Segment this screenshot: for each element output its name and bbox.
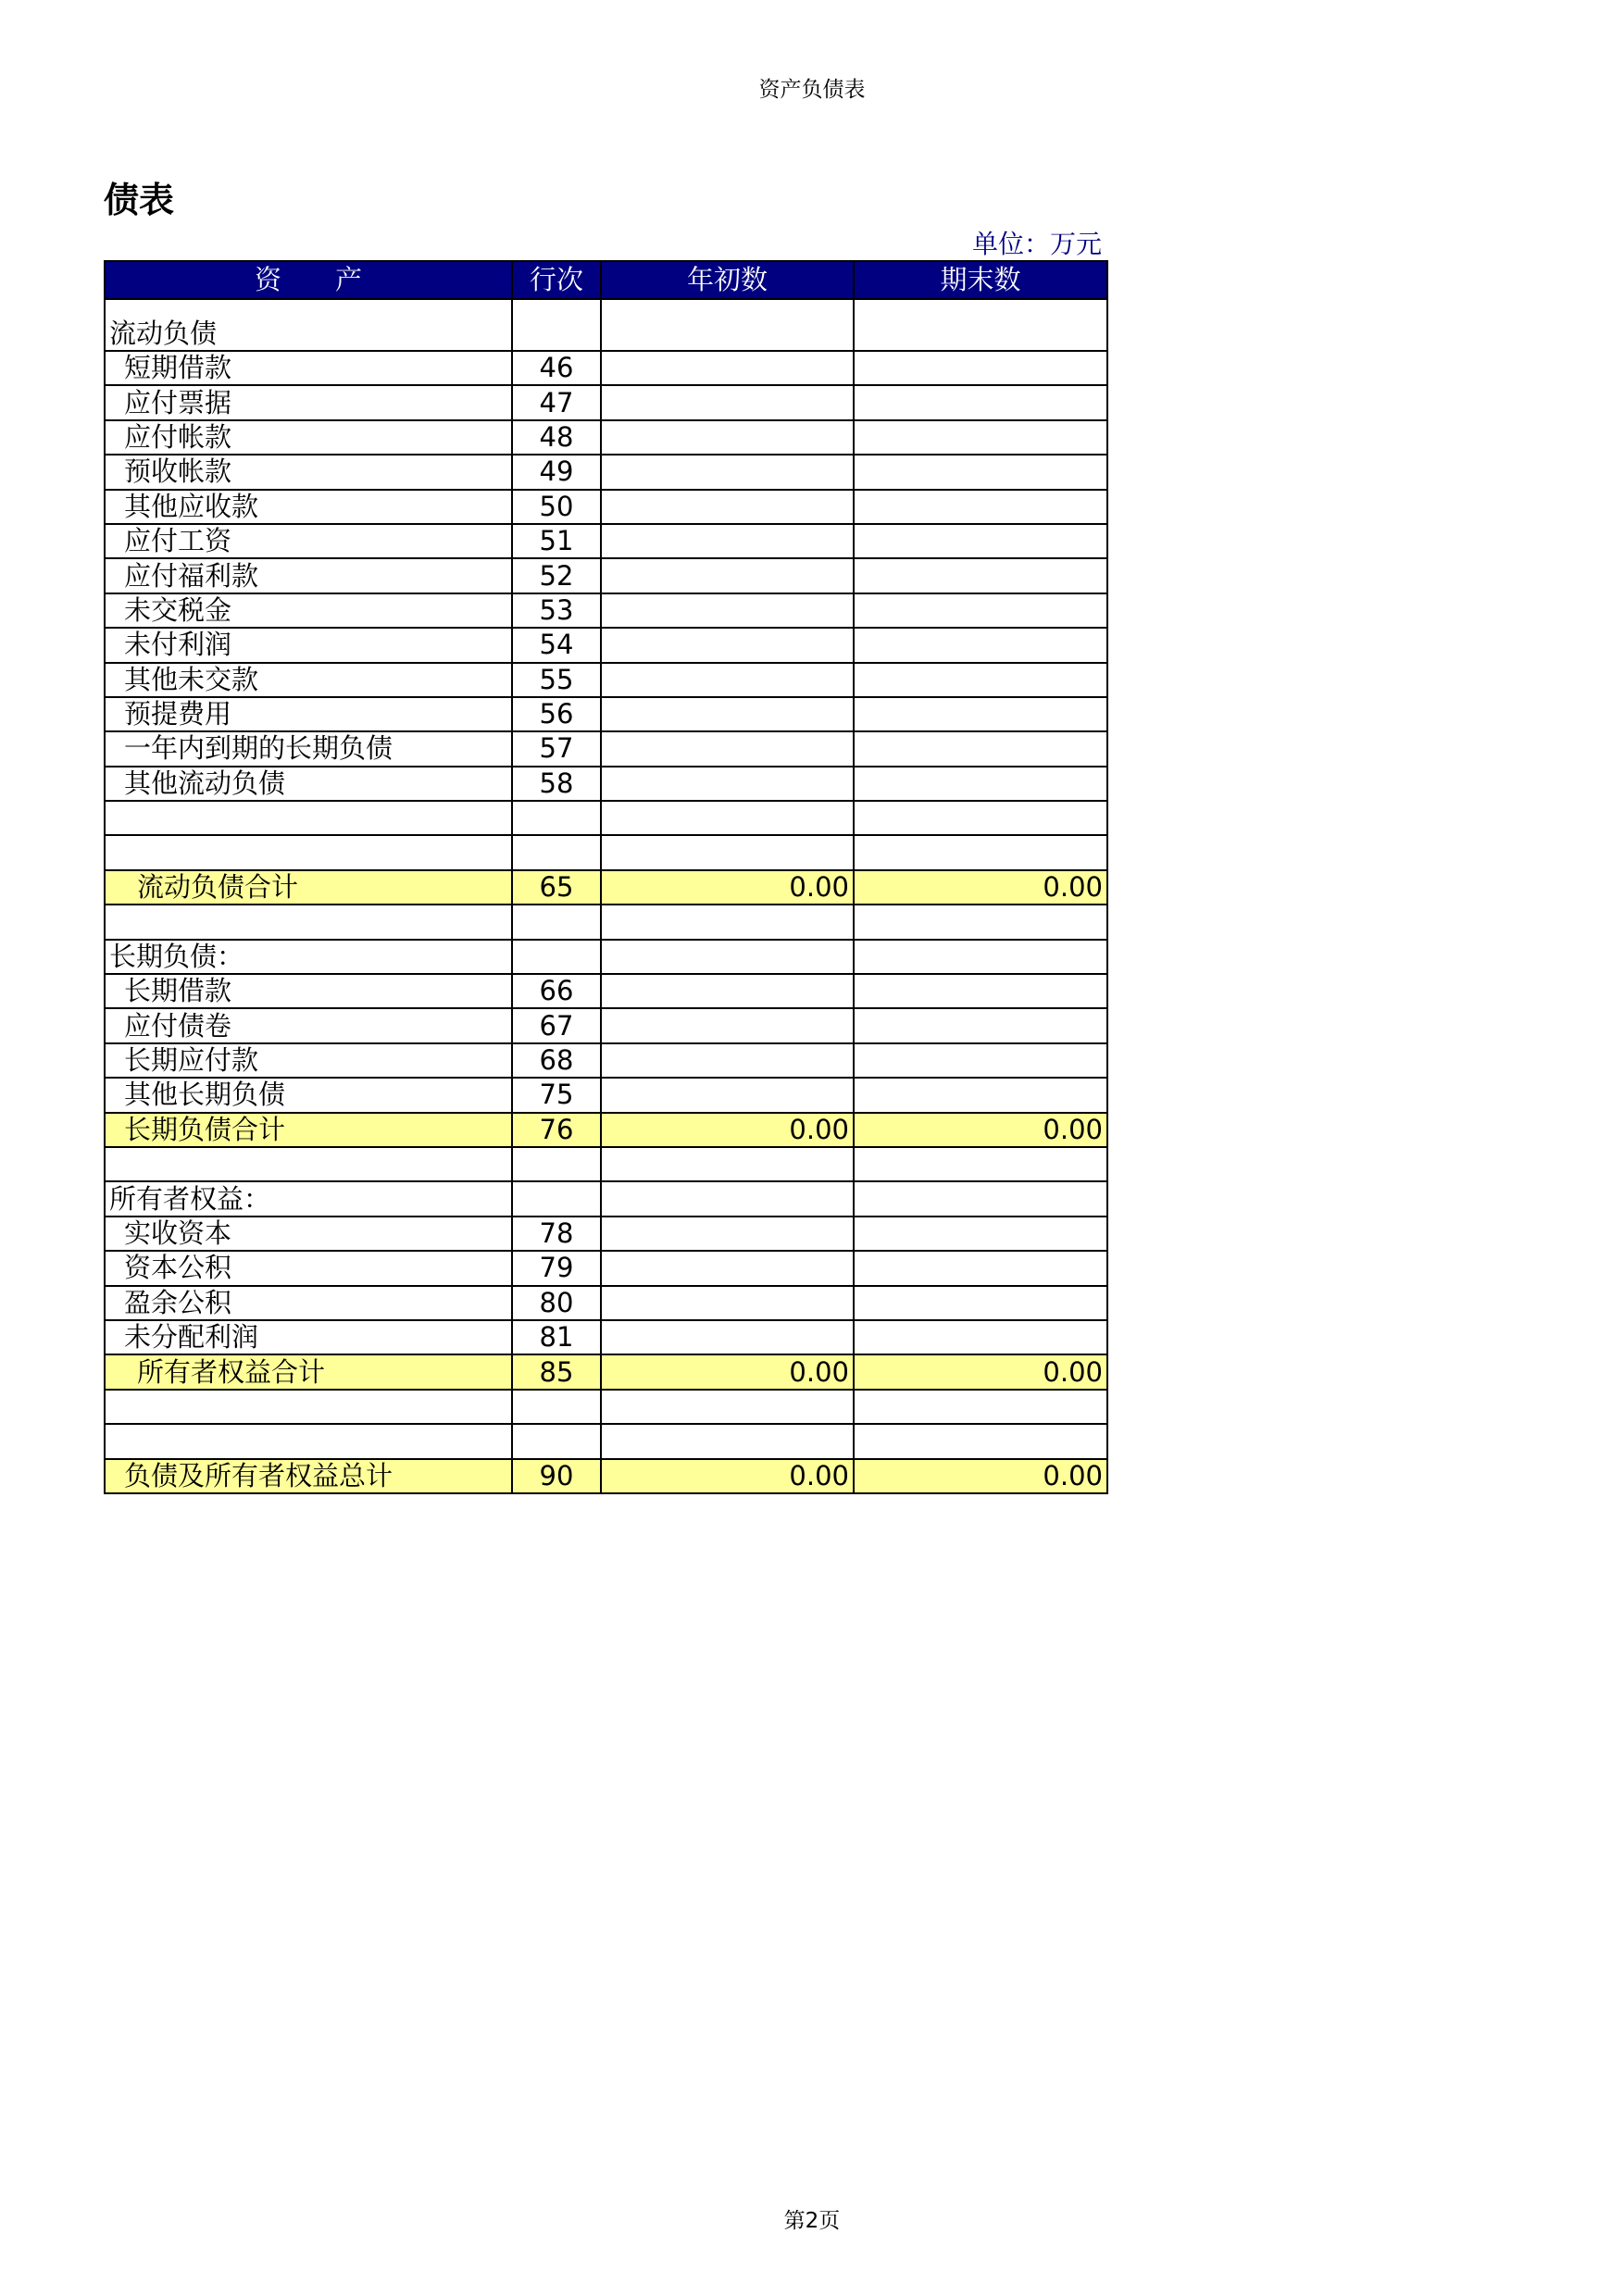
row-ending-balance[interactable] (854, 385, 1107, 419)
table-row (105, 1078, 1107, 1112)
row-number[interactable]: 80 (512, 1286, 601, 1320)
row-ending-balance[interactable]: 0.00 (854, 1459, 1107, 1493)
table-row (105, 835, 1107, 869)
row-beginning-balance[interactable] (601, 1217, 854, 1251)
row-number[interactable]: 50 (512, 490, 601, 524)
row-item-name[interactable]: 应付福利款 (105, 558, 512, 593)
row-ending-balance[interactable] (854, 490, 1107, 524)
row-number[interactable]: 67 (512, 1008, 601, 1042)
table-row (105, 697, 1107, 731)
row-ending-balance[interactable] (854, 593, 1107, 628)
row-beginning-balance[interactable] (601, 593, 854, 628)
row-ending-balance[interactable] (854, 940, 1107, 974)
column-header-beginning-balance: 年初数 (601, 261, 854, 299)
row-beginning-balance[interactable] (601, 1078, 854, 1112)
row-number[interactable]: 57 (512, 731, 601, 766)
row-item-name[interactable]: 应付票据 (105, 385, 512, 419)
row-item-name[interactable]: 盈余公积 (105, 1286, 512, 1320)
row-ending-balance[interactable]: 0.00 (854, 1113, 1107, 1147)
row-number[interactable]: 47 (512, 385, 601, 419)
row-ending-balance[interactable] (854, 455, 1107, 489)
table-row (105, 1390, 1107, 1424)
table-row (105, 558, 1107, 593)
row-beginning-balance[interactable] (601, 663, 854, 697)
row-beginning-balance[interactable] (601, 1390, 854, 1424)
row-item-name[interactable]: 长期负债： (105, 940, 512, 974)
row-beginning-balance[interactable] (601, 1251, 854, 1285)
page-footer: 第2页 (783, 2209, 841, 2233)
row-ending-balance[interactable] (854, 420, 1107, 455)
column-header-item: 资 产 (105, 261, 512, 299)
row-ending-balance[interactable] (854, 1147, 1107, 1181)
row-number[interactable]: 81 (512, 1320, 601, 1354)
row-item-name[interactable] (105, 905, 512, 939)
row-item-name[interactable] (105, 835, 512, 869)
row-number[interactable]: 68 (512, 1043, 601, 1078)
row-beginning-balance[interactable] (601, 628, 854, 662)
table-row (105, 593, 1107, 628)
row-number[interactable]: 56 (512, 697, 601, 731)
table-row (105, 628, 1107, 662)
row-number[interactable] (512, 1424, 601, 1458)
row-ending-balance[interactable] (854, 731, 1107, 766)
table-row (105, 351, 1107, 385)
row-number[interactable]: 79 (512, 1251, 601, 1285)
row-beginning-balance[interactable] (601, 299, 854, 351)
row-ending-balance[interactable] (854, 1043, 1107, 1078)
row-number[interactable] (512, 940, 601, 974)
row-item-name[interactable]: 长期应付款 (105, 1043, 512, 1078)
table-row (105, 1008, 1107, 1042)
row-item-name[interactable] (105, 1424, 512, 1458)
table-row (105, 940, 1107, 974)
table-row (105, 1251, 1107, 1285)
table-row (105, 1147, 1107, 1181)
unit-label: 单位：万元 (971, 229, 1102, 259)
row-ending-balance[interactable] (854, 767, 1107, 801)
column-header-ending-balance: 期末数 (854, 261, 1107, 299)
row-item-name[interactable]: 其他流动负债 (105, 767, 512, 801)
table-row (105, 1424, 1107, 1458)
row-item-name[interactable] (105, 801, 512, 835)
balance-sheet-table (104, 260, 1108, 1494)
row-beginning-balance[interactable] (601, 731, 854, 766)
row-beginning-balance[interactable] (601, 974, 854, 1008)
table-row (105, 1181, 1107, 1216)
row-ending-balance[interactable] (854, 1390, 1107, 1424)
row-item-name[interactable]: 未分配利润 (105, 1320, 512, 1354)
row-number[interactable] (512, 905, 601, 939)
row-item-name[interactable]: 流动负债 (105, 299, 512, 351)
row-beginning-balance[interactable] (601, 1320, 854, 1354)
table-row (105, 801, 1107, 835)
page-header: 资产负债表 (758, 78, 866, 102)
row-beginning-balance[interactable] (601, 940, 854, 974)
row-item-name[interactable]: 应付债卷 (105, 1008, 512, 1042)
row-item-name[interactable]: 其他应收款 (105, 490, 512, 524)
table-row (105, 905, 1107, 939)
row-number[interactable]: 58 (512, 767, 601, 801)
row-beginning-balance[interactable]: 0.00 (601, 1113, 854, 1147)
row-beginning-balance[interactable] (601, 1181, 854, 1216)
table-row (105, 385, 1107, 419)
row-ending-balance[interactable]: 0.00 (854, 870, 1107, 905)
row-beginning-balance[interactable] (601, 1286, 854, 1320)
row-number[interactable] (512, 1147, 601, 1181)
row-item-name[interactable]: 一年内到期的长期负债 (105, 731, 512, 766)
row-beginning-balance[interactable]: 0.00 (601, 870, 854, 905)
row-item-name[interactable]: 所有者权益合计 (105, 1354, 512, 1389)
row-ending-balance[interactable] (854, 835, 1107, 869)
row-beginning-balance[interactable]: 0.00 (601, 1459, 854, 1493)
row-number[interactable]: 75 (512, 1078, 601, 1112)
row-beginning-balance[interactable] (601, 490, 854, 524)
row-ending-balance[interactable] (854, 1217, 1107, 1251)
row-ending-balance[interactable] (854, 628, 1107, 662)
table-row (105, 420, 1107, 455)
row-beginning-balance[interactable] (601, 835, 854, 869)
row-item-name[interactable]: 预提费用 (105, 697, 512, 731)
row-item-name[interactable]: 应付工资 (105, 524, 512, 558)
row-ending-balance[interactable] (854, 697, 1107, 731)
row-beginning-balance[interactable] (601, 558, 854, 593)
table-row (105, 1354, 1107, 1389)
row-item-name[interactable]: 长期借款 (105, 974, 512, 1008)
row-number[interactable]: 78 (512, 1217, 601, 1251)
row-ending-balance[interactable] (854, 905, 1107, 939)
table-row (105, 1320, 1107, 1354)
row-beginning-balance[interactable] (601, 767, 854, 801)
table-body (105, 299, 1107, 1493)
row-ending-balance[interactable] (854, 1320, 1107, 1354)
row-number[interactable]: 46 (512, 351, 601, 385)
row-ending-balance[interactable] (854, 1078, 1107, 1112)
row-item-name[interactable] (105, 1147, 512, 1181)
row-item-name[interactable]: 实收资本 (105, 1217, 512, 1251)
row-beginning-balance[interactable]: 0.00 (601, 1354, 854, 1389)
row-number[interactable] (512, 801, 601, 835)
table-row (105, 299, 1107, 351)
row-ending-balance[interactable] (854, 558, 1107, 593)
row-number[interactable]: 49 (512, 455, 601, 489)
row-beginning-balance[interactable] (601, 1043, 854, 1078)
row-beginning-balance[interactable] (601, 385, 854, 419)
row-number[interactable] (512, 1390, 601, 1424)
row-beginning-balance[interactable] (601, 351, 854, 385)
row-item-name[interactable]: 其他未交款 (105, 663, 512, 697)
row-ending-balance[interactable] (854, 663, 1107, 697)
table-row (105, 524, 1107, 558)
table-row (105, 1286, 1107, 1320)
row-ending-balance[interactable]: 0.00 (854, 1354, 1107, 1389)
row-number[interactable]: 51 (512, 524, 601, 558)
row-beginning-balance[interactable] (601, 524, 854, 558)
row-number[interactable]: 54 (512, 628, 601, 662)
row-number[interactable]: 65 (512, 870, 601, 905)
table-row (105, 663, 1107, 697)
row-beginning-balance[interactable] (601, 1424, 854, 1458)
row-beginning-balance[interactable] (601, 1008, 854, 1042)
row-item-name[interactable] (105, 1390, 512, 1424)
row-item-name[interactable]: 其他长期负债 (105, 1078, 512, 1112)
row-ending-balance[interactable] (854, 524, 1107, 558)
row-beginning-balance[interactable] (601, 1147, 854, 1181)
row-beginning-balance[interactable] (601, 697, 854, 731)
row-ending-balance[interactable] (854, 1251, 1107, 1285)
row-number[interactable] (512, 1181, 601, 1216)
table-row (105, 455, 1107, 489)
row-item-name[interactable]: 长期负债合计 (105, 1113, 512, 1147)
column-header-row-number: 行次 (512, 261, 601, 299)
row-number[interactable]: 53 (512, 593, 601, 628)
row-ending-balance[interactable] (854, 1181, 1107, 1216)
row-beginning-balance[interactable] (601, 455, 854, 489)
table-row (105, 1043, 1107, 1078)
row-beginning-balance[interactable] (601, 801, 854, 835)
row-ending-balance[interactable] (854, 351, 1107, 385)
table-row (105, 767, 1107, 801)
row-ending-balance[interactable] (854, 1008, 1107, 1042)
row-item-name[interactable]: 短期借款 (105, 351, 512, 385)
table-header-row (105, 261, 1107, 299)
row-item-name[interactable]: 应付帐款 (105, 420, 512, 455)
row-item-name[interactable]: 所有者权益： (105, 1181, 512, 1216)
table-row (105, 731, 1107, 766)
row-number[interactable]: 52 (512, 558, 601, 593)
row-number[interactable] (512, 299, 601, 351)
row-ending-balance[interactable] (854, 974, 1107, 1008)
row-ending-balance[interactable] (854, 1286, 1107, 1320)
row-number[interactable]: 55 (512, 663, 601, 697)
row-number[interactable]: 48 (512, 420, 601, 455)
row-number[interactable]: 76 (512, 1113, 601, 1147)
row-ending-balance[interactable] (854, 801, 1107, 835)
row-item-name[interactable]: 资本公积 (105, 1251, 512, 1285)
row-ending-balance[interactable] (854, 1424, 1107, 1458)
row-item-name[interactable]: 流动负债合计 (105, 870, 512, 905)
table-row (105, 1459, 1107, 1493)
document-title: 债表 (104, 180, 175, 220)
table-row (105, 490, 1107, 524)
row-item-name[interactable]: 负债及所有者权益总计 (105, 1459, 512, 1493)
row-ending-balance[interactable] (854, 299, 1107, 351)
row-beginning-balance[interactable] (601, 905, 854, 939)
row-item-name[interactable]: 未交税金 (105, 593, 512, 628)
row-number[interactable]: 66 (512, 974, 601, 1008)
row-item-name[interactable]: 预收帐款 (105, 455, 512, 489)
row-item-name[interactable]: 未付利润 (105, 628, 512, 662)
table-row (105, 870, 1107, 905)
row-number[interactable]: 85 (512, 1354, 601, 1389)
row-number[interactable]: 90 (512, 1459, 601, 1493)
table-row (105, 1217, 1107, 1251)
row-beginning-balance[interactable] (601, 420, 854, 455)
row-number[interactable] (512, 835, 601, 869)
table-row (105, 1113, 1107, 1147)
table-row (105, 974, 1107, 1008)
